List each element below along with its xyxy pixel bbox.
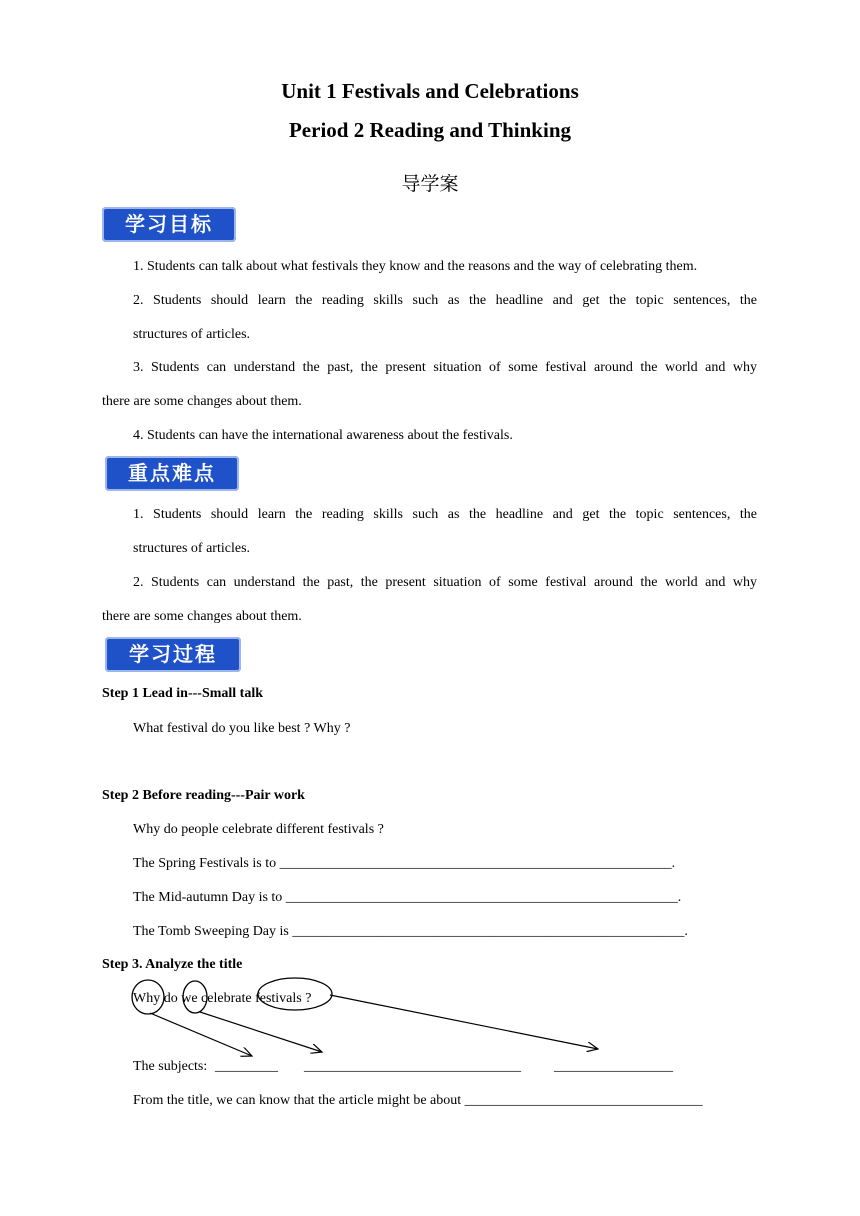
document-title: Unit 1 Festivals and Celebrations <box>281 79 579 103</box>
arrow-festivals-to-blank3 <box>330 995 598 1049</box>
step3-heading: Step 3. Analyze the title <box>102 957 243 972</box>
key-point-1-line1: 1. Students should learn the reading skills such as the headline and get the topic sentences, the <box>133 507 757 522</box>
key-point-2-line2: there are some changes about them. <box>102 609 302 624</box>
title-word-celebrate: celebrate <box>201 991 252 1006</box>
guide-plan-heading: 导学案 <box>401 173 459 195</box>
subjects-blank-1[interactable]: _________ <box>215 1059 278 1074</box>
title-word-why: Why <box>133 991 161 1006</box>
key-point-1-line2: structures of articles. <box>133 541 251 556</box>
tomb-sweeping-blank[interactable]: The Tomb Sweeping Day is ________________________________________________________. <box>133 924 688 939</box>
step2-question: Why do people celebrate different festivals ? <box>133 822 384 837</box>
objective-2-line1: 2. Students should learn the reading skills such as the headline and get the topic sentences, the <box>133 293 757 308</box>
arrow-why-to-blank1 <box>150 1013 252 1056</box>
festivals-circle <box>258 978 332 1010</box>
subjects-blank-3[interactable]: _________________ <box>554 1059 673 1074</box>
objective-3-line1: 3. Students can understand the past, the present situation of some festival around the world and why <box>133 360 757 375</box>
step1-question: What festival do you like best ? Why ? <box>133 721 351 736</box>
midautumn-blank[interactable]: The Mid-autumn Day is to ________________________________________________________. <box>133 890 682 905</box>
arrow-we-to-blank2 <box>200 1012 322 1052</box>
key-point-2-line1: 2. Students can understand the past, the present situation of some festival around the world and why <box>133 575 757 590</box>
objectives-badge: 学习目标 <box>102 207 236 242</box>
title-word-question-mark: ? <box>305 991 312 1006</box>
spring-festival-blank[interactable]: The Spring Festivals is to ________________________________________________________. <box>133 856 676 871</box>
objective-3-line2: there are some changes about them. <box>102 394 302 409</box>
process-badge: 学习过程 <box>105 637 241 672</box>
why-circle <box>132 980 164 1014</box>
subjects-blank-2[interactable]: _______________________________ <box>304 1059 521 1074</box>
step2-heading: Step 2 Before reading---Pair work <box>102 788 305 803</box>
document-subtitle: Period 2 Reading and Thinking <box>288 118 572 142</box>
subjects-label: The subjects: <box>133 1059 208 1074</box>
title-conclusion-blank[interactable]: From the title, we can know that the article might be about __________________________________ <box>133 1093 703 1108</box>
title-word-do: do <box>163 991 178 1006</box>
title-word-we: we <box>181 991 198 1006</box>
objective-1: 1. Students can talk about what festivals they know and the reasons and the way of celebrating them. <box>133 259 698 274</box>
objective-4: 4. Students can have the international awareness about the festivals. <box>133 428 513 443</box>
key-points-badge: 重点难点 <box>105 456 239 491</box>
step1-heading: Step 1 Lead in---Small talk <box>102 686 264 701</box>
objective-2-line2: structures of articles. <box>133 327 251 342</box>
title-word-festivals: festivals <box>255 991 302 1006</box>
we-circle <box>183 981 207 1013</box>
